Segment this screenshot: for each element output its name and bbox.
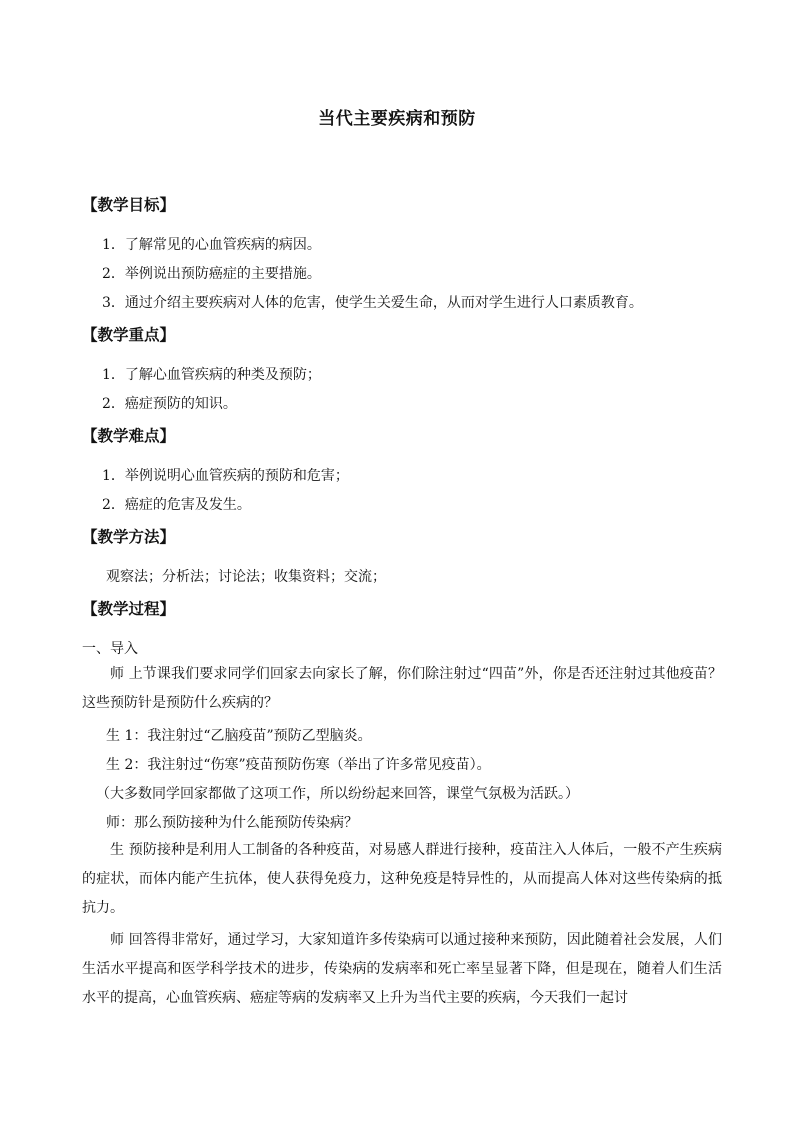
list-item: 2．举例说出预防癌症的主要措施。 xyxy=(102,266,321,282)
list-item: 1．举例说明心血管疾病的预防和危害； xyxy=(102,468,349,484)
section-heading-difficulties: 【教学难点】 xyxy=(82,426,176,445)
list-item: 1．了解常见的心血管疾病的病因。 xyxy=(102,237,321,253)
paragraph-teacher-2: 师 回答得非常好，通过学习，大家知道许多传染病可以通过接种来预防，因此随着社会发展，人们生活水平提高和医学科学技术的进步，传染病的发病率和死亡率呈显著下降，但是现在，随着人们生活水平的提高，心血管疾病、癌症等病的发病率又上升为当代主要的疾病，今天我们一起讨 xyxy=(82,932,722,1006)
methods-text: 观察法；分析法；讨论法；收集资料；交流； xyxy=(106,569,386,585)
document-title: 当代主要疾病和预防 xyxy=(318,109,476,129)
section-heading-process: 【教学过程】 xyxy=(82,599,176,618)
list-item: 1．了解心血管疾病的种类及预防； xyxy=(102,367,321,383)
classroom-note: （大多数同学回家都做了这项工作，所以纷纷起来回答，课堂气氛极为活跃。） xyxy=(96,786,579,802)
section-heading-key-points: 【教学重点】 xyxy=(82,325,176,344)
section-heading-goals: 【教学目标】 xyxy=(82,195,176,214)
paragraph-teacher-1: 师 上节课我们要求同学们回家去向家长了解，你们除注射过“四苗”外，你是否还注射过其他疫苗？这些预防针是预防什么疾病的？ xyxy=(82,666,722,711)
teacher-question: 师：那么预防接种为什么能预防传染病？ xyxy=(106,815,358,831)
list-item: 2．癌症预防的知识。 xyxy=(102,396,237,412)
section-heading-methods: 【教学方法】 xyxy=(82,527,176,546)
sub-heading-intro: 一、导入 xyxy=(82,641,138,657)
student-answer-2: 生 2：我注射过“伤寒”疫苗预防伤寒（举出了许多常见疫苗）。 xyxy=(106,757,491,773)
paragraph-student-explanation: 生 预防接种是利用人工制备的各种疫苗，对易感人群进行接种，疫苗注入人体后，一般不产生疾病的症状，而体内能产生抗体，使人获得免疫力，这种免疫是特异性的，从而提高人体对这些传染病的抵抗力。 xyxy=(82,842,722,916)
list-item: 3．通过介绍主要疾病对人体的危害，使学生关爱生命，从而对学生进行人口素质教育。 xyxy=(102,295,643,311)
list-item: 2．癌症的危害及发生。 xyxy=(102,497,251,513)
student-answer-1: 生 1：我注射过“乙脑疫苗”预防乙型脑炎。 xyxy=(106,728,372,744)
